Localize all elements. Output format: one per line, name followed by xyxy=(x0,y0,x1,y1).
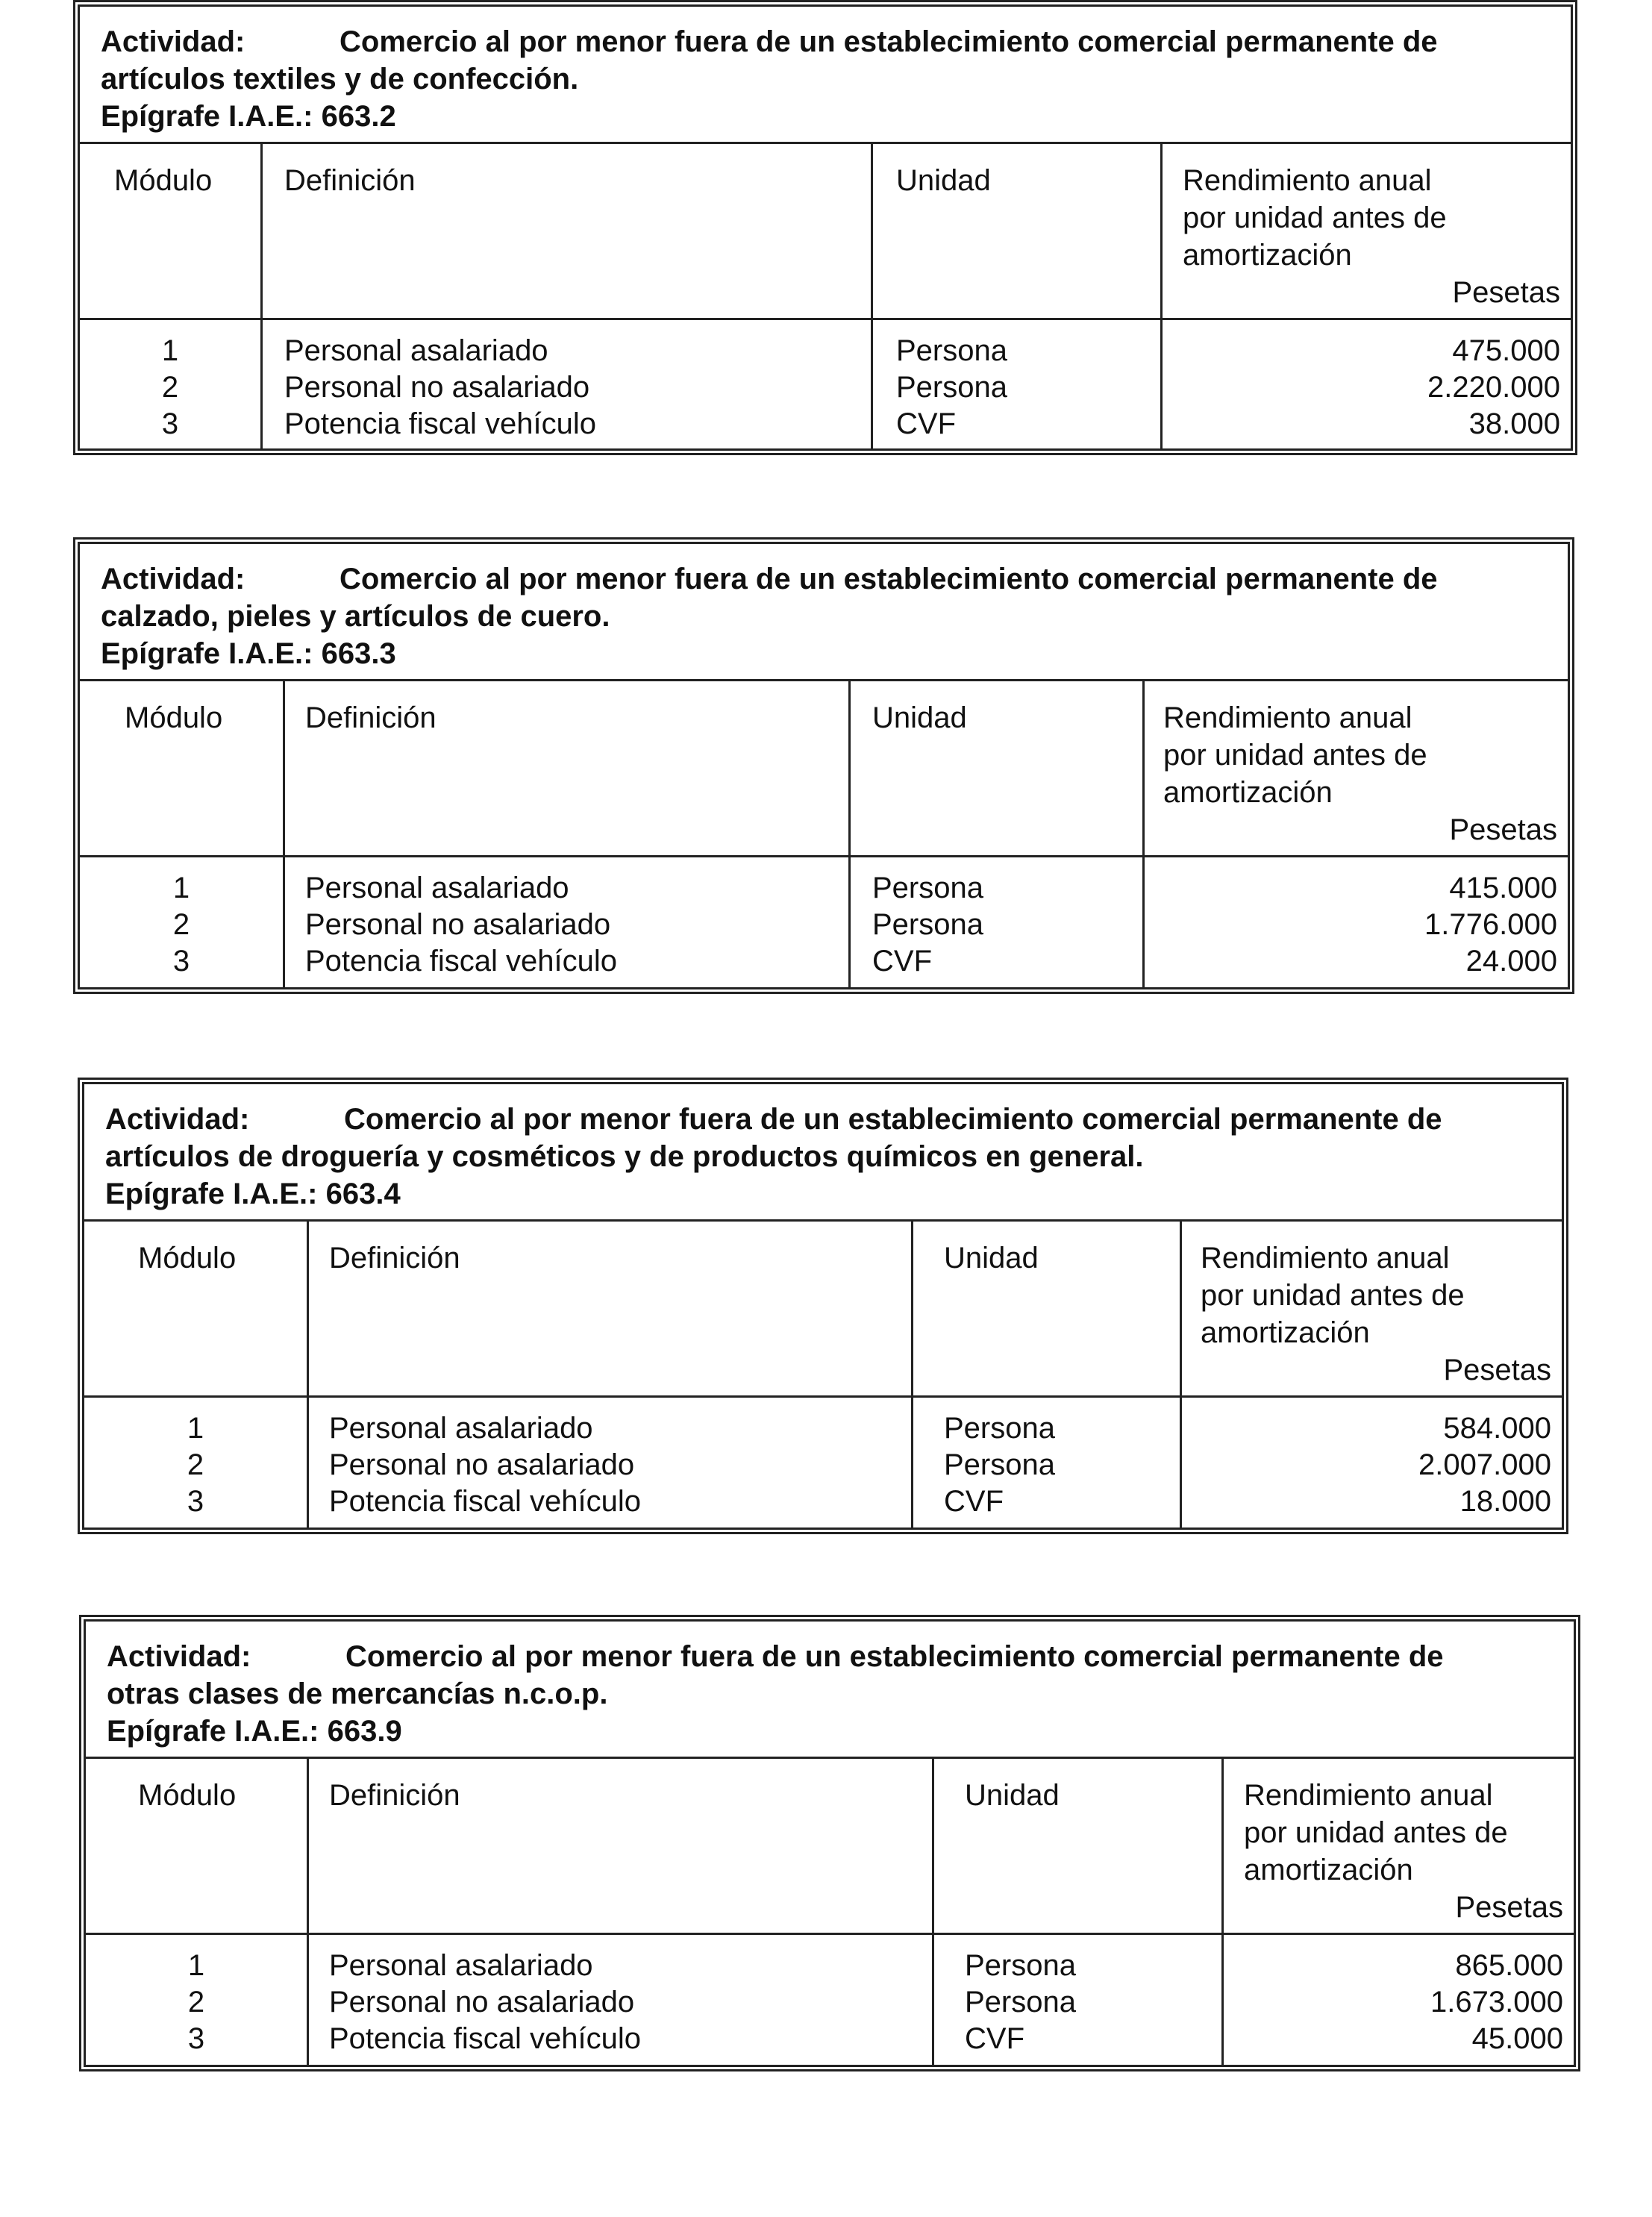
column-divider xyxy=(1180,1222,1182,1527)
activity-header xyxy=(80,7,1571,144)
row-module-number: 3 xyxy=(187,2022,205,2055)
column-header-definicion: Definición xyxy=(329,1779,460,1812)
row-amount: 415.000 xyxy=(1449,872,1557,904)
modules-table xyxy=(80,144,1571,448)
activity-label: Actividad: xyxy=(105,1103,250,1136)
column-header-definicion: Definición xyxy=(329,1242,460,1275)
column-divider xyxy=(307,1222,309,1527)
activity-description-line1: Comercio al por menor fuera de un establecimiento comercial permanente de xyxy=(344,1103,1442,1136)
row-module-number: 2 xyxy=(187,1448,204,1481)
header-divider xyxy=(80,318,1571,320)
row-module-number: 3 xyxy=(187,1485,204,1518)
row-module-number: 2 xyxy=(161,371,179,404)
row-unit: Persona xyxy=(896,334,1007,367)
column-header-unidad: Unidad xyxy=(944,1242,1039,1275)
column-header-currency: Pesetas xyxy=(1455,1891,1563,1924)
activity-description-line1: Comercio al por menor fuera de un establecimiento comercial permanente de xyxy=(340,563,1438,595)
activity-label: Actividad: xyxy=(101,25,245,58)
column-header-unidad: Unidad xyxy=(896,164,991,197)
header-divider xyxy=(86,1933,1574,1935)
activity-header xyxy=(86,1622,1574,1759)
row-module-number: 3 xyxy=(172,945,190,978)
row-unit: Persona xyxy=(965,1986,1076,2019)
row-amount: 2.007.000 xyxy=(1418,1448,1551,1481)
column-header-rendimiento-line3: amortización xyxy=(1201,1316,1370,1349)
row-definition: Personal asalariado xyxy=(305,872,569,904)
column-divider xyxy=(1221,1759,1224,2065)
header-divider xyxy=(80,855,1568,857)
activity-description-line2: artículos textiles y de confección. xyxy=(101,63,579,96)
row-definition: Potencia fiscal vehículo xyxy=(329,1485,642,1518)
row-amount: 18.000 xyxy=(1459,1485,1551,1518)
modules-table xyxy=(80,681,1568,987)
column-header-rendimiento-line1: Rendimiento anual xyxy=(1201,1242,1450,1275)
activity-table-663-9 xyxy=(84,1619,1576,2067)
row-definition: Personal asalariado xyxy=(329,1949,593,1982)
column-header-modulo: Módulo xyxy=(138,1242,237,1275)
iae-epigraph: Epígrafe I.A.E.: 663.2 xyxy=(101,100,396,133)
column-header-rendimiento-line3: amortización xyxy=(1244,1854,1413,1886)
column-header-rendimiento-line1: Rendimiento anual xyxy=(1183,164,1432,197)
row-module-number: 1 xyxy=(172,872,190,904)
column-header-rendimiento-line2: por unidad antes de xyxy=(1244,1816,1508,1849)
column-header-rendimiento-line2: por unidad antes de xyxy=(1183,201,1447,234)
header-divider xyxy=(84,1395,1562,1398)
row-definition: Personal no asalariado xyxy=(284,371,590,404)
column-header-modulo: Módulo xyxy=(125,701,223,734)
row-module-number: 1 xyxy=(187,1949,205,1982)
row-unit: Persona xyxy=(872,872,983,904)
row-unit: Persona xyxy=(944,1412,1055,1445)
column-divider xyxy=(307,1759,309,2065)
modules-table xyxy=(86,1759,1574,2065)
column-header-modulo: Módulo xyxy=(114,164,213,197)
column-header-rendimiento-line1: Rendimiento anual xyxy=(1244,1779,1493,1812)
row-definition: Potencia fiscal vehículo xyxy=(329,2022,642,2055)
activity-description-line2: artículos de droguería y cosméticos y de productos químicos en general. xyxy=(105,1140,1144,1173)
row-module-number: 2 xyxy=(172,908,190,941)
row-definition: Personal no asalariado xyxy=(305,908,611,941)
column-header-rendimiento-line1: Rendimiento anual xyxy=(1163,701,1412,734)
row-unit: CVF xyxy=(965,2022,1024,2055)
row-unit: CVF xyxy=(944,1485,1004,1518)
activity-table-663-2 xyxy=(78,4,1573,451)
row-amount: 38.000 xyxy=(1468,407,1560,440)
row-module-number: 1 xyxy=(161,334,179,367)
row-unit: Persona xyxy=(965,1949,1076,1982)
row-definition: Potencia fiscal vehículo xyxy=(305,945,618,978)
modules-table xyxy=(84,1222,1562,1527)
row-definition: Personal no asalariado xyxy=(329,1448,635,1481)
iae-epigraph: Epígrafe I.A.E.: 663.9 xyxy=(107,1715,402,1748)
row-unit: CVF xyxy=(896,407,956,440)
activity-description-line2: calzado, pieles y artículos de cuero. xyxy=(101,600,610,633)
activity-description-line1: Comercio al por menor fuera de un establecimiento comercial permanente de xyxy=(340,25,1438,58)
row-amount: 584.000 xyxy=(1443,1412,1551,1445)
column-divider xyxy=(911,1222,913,1527)
row-module-number: 2 xyxy=(187,1986,205,2019)
column-header-currency: Pesetas xyxy=(1449,813,1557,846)
activity-table-663-4 xyxy=(82,1082,1564,1530)
column-divider xyxy=(848,681,851,987)
activity-description-line1: Comercio al por menor fuera de un establecimiento comercial permanente de xyxy=(345,1640,1444,1673)
row-unit: CVF xyxy=(872,945,932,978)
column-header-unidad: Unidad xyxy=(965,1779,1060,1812)
row-definition: Personal asalariado xyxy=(284,334,548,367)
column-header-rendimiento-line2: por unidad antes de xyxy=(1163,739,1427,772)
column-divider xyxy=(1160,144,1163,448)
row-definition: Personal no asalariado xyxy=(329,1986,635,2019)
activity-table-663-3 xyxy=(78,542,1570,989)
row-module-number: 3 xyxy=(161,407,179,440)
row-amount: 865.000 xyxy=(1455,1949,1563,1982)
column-header-unidad: Unidad xyxy=(872,701,967,734)
column-header-rendimiento-line2: por unidad antes de xyxy=(1201,1279,1465,1312)
column-divider xyxy=(871,144,873,448)
column-divider xyxy=(260,144,263,448)
row-unit: Persona xyxy=(896,371,1007,404)
activity-label: Actividad: xyxy=(107,1640,251,1673)
column-header-modulo: Módulo xyxy=(138,1779,237,1812)
row-definition: Personal asalariado xyxy=(329,1412,593,1445)
activity-header xyxy=(84,1084,1562,1222)
row-amount: 24.000 xyxy=(1465,945,1557,978)
row-amount: 475.000 xyxy=(1452,334,1560,367)
column-divider xyxy=(283,681,285,987)
row-module-number: 1 xyxy=(187,1412,204,1445)
row-amount: 1.673.000 xyxy=(1430,1986,1563,2019)
row-amount: 2.220.000 xyxy=(1427,371,1560,404)
column-header-definicion: Definición xyxy=(284,164,416,197)
row-definition: Potencia fiscal vehículo xyxy=(284,407,597,440)
column-divider xyxy=(932,1759,934,2065)
column-header-currency: Pesetas xyxy=(1452,276,1560,309)
row-unit: Persona xyxy=(944,1448,1055,1481)
row-amount: 1.776.000 xyxy=(1424,908,1557,941)
activity-header xyxy=(80,544,1568,681)
activity-description-line2: otras clases de mercancías n.c.o.p. xyxy=(107,1677,608,1710)
column-header-rendimiento-line3: amortización xyxy=(1183,239,1352,272)
column-header-definicion: Definición xyxy=(305,701,437,734)
iae-epigraph: Epígrafe I.A.E.: 663.3 xyxy=(101,637,396,670)
column-divider xyxy=(1142,681,1145,987)
column-header-rendimiento-line3: amortización xyxy=(1163,776,1333,809)
iae-epigraph: Epígrafe I.A.E.: 663.4 xyxy=(105,1178,401,1210)
column-header-currency: Pesetas xyxy=(1443,1354,1551,1386)
activity-label: Actividad: xyxy=(101,563,245,595)
row-unit: Persona xyxy=(872,908,983,941)
row-amount: 45.000 xyxy=(1471,2022,1563,2055)
